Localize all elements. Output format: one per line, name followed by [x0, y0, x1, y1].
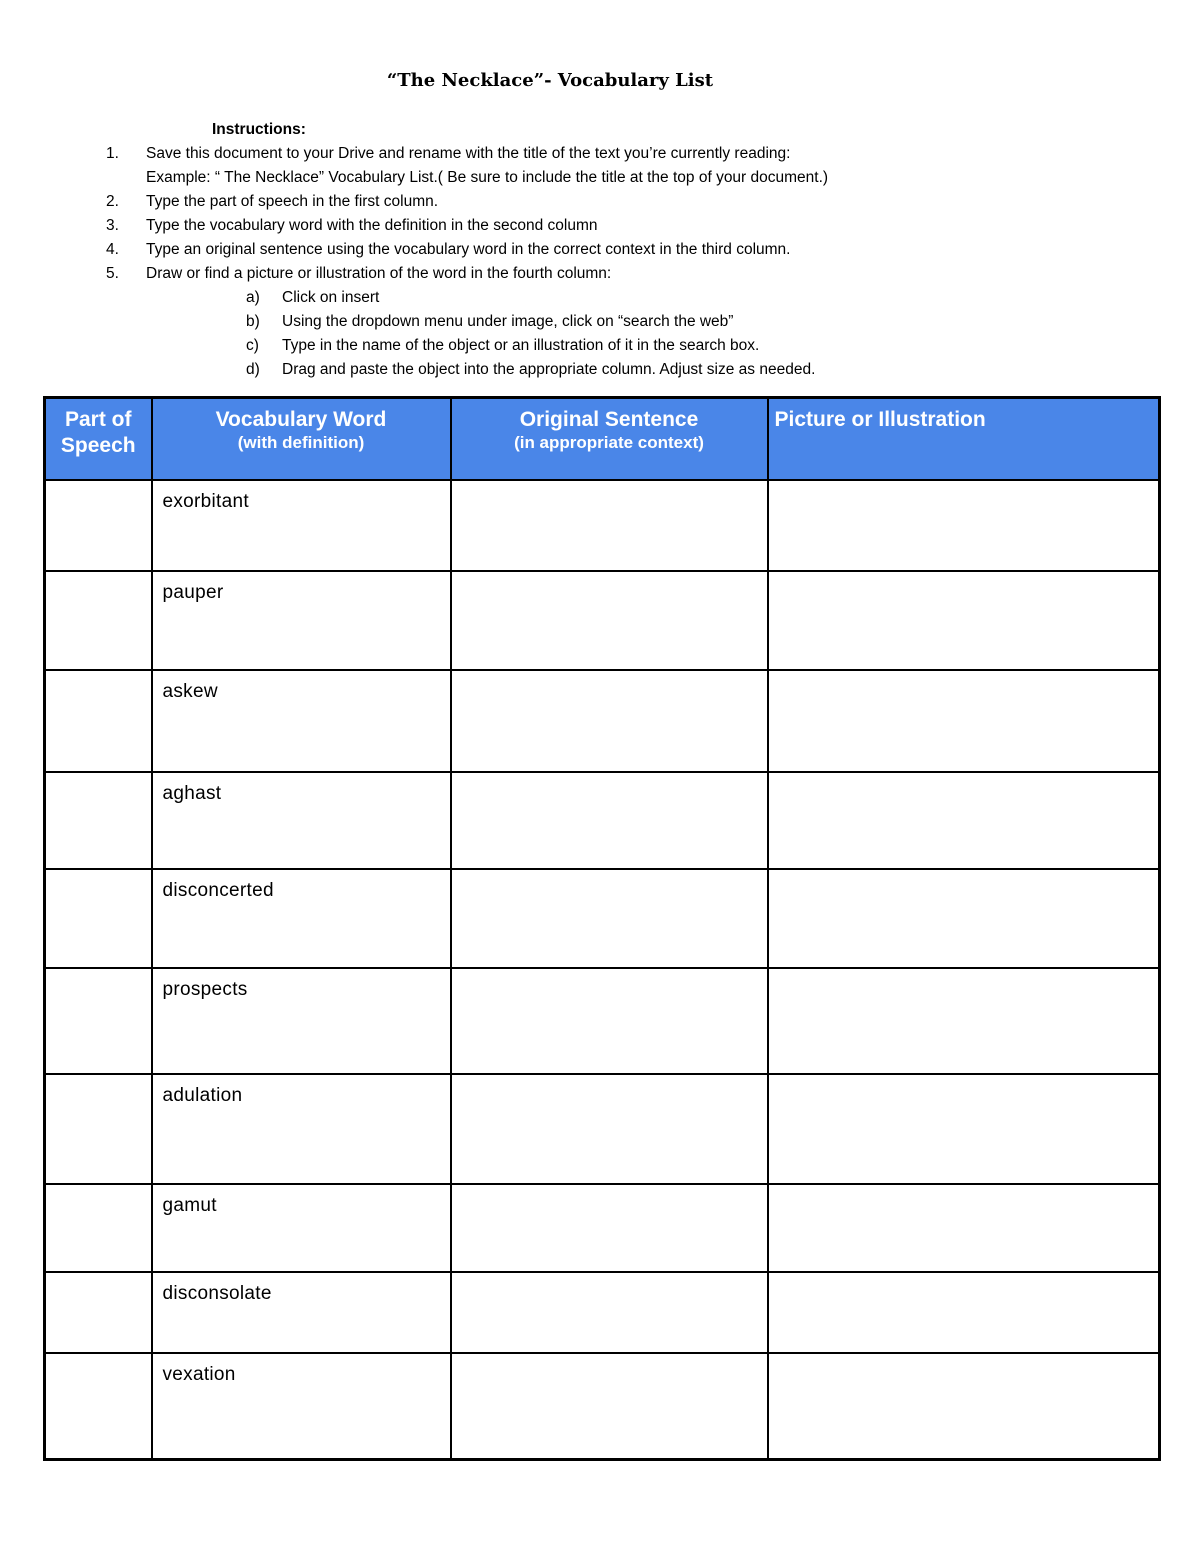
picture-cell[interactable] [768, 1272, 1160, 1353]
vocabulary-word-cell[interactable]: aghast [152, 772, 451, 869]
header-subtitle: (in appropriate context) [514, 433, 704, 452]
step-number: 2. [106, 193, 119, 210]
instruction-substep-b [246, 310, 1100, 334]
header-original-sentence: Original Sentence (in appropriate context) [451, 398, 768, 481]
part-of-speech-cell[interactable] [45, 670, 152, 772]
table-row [45, 772, 1160, 869]
substep-letter: b) [246, 313, 260, 330]
vocabulary-table [43, 396, 1161, 1461]
header-part-of-speech: Part of Speech [45, 398, 152, 481]
step-number: 4. [106, 241, 119, 258]
substep-text: Click on insert [282, 289, 380, 306]
vocabulary-word-cell[interactable]: vexation [152, 1353, 451, 1459]
instruction-step-1 [100, 142, 1100, 190]
substep-letter: c) [246, 337, 259, 354]
instructions-heading: Instructions: [212, 121, 306, 138]
vocabulary-word-cell[interactable]: pauper [152, 571, 451, 670]
picture-cell[interactable] [768, 670, 1160, 772]
instruction-step-2 [100, 190, 1100, 214]
vocabulary-word-cell[interactable]: gamut [152, 1184, 451, 1272]
table-row [45, 480, 1160, 571]
table-row [45, 1353, 1160, 1459]
substep-text: Using the dropdown menu under image, click on “search the web” [282, 313, 734, 330]
header-picture-or-illustration: Picture or Illustration [768, 398, 1160, 481]
part-of-speech-cell[interactable] [45, 772, 152, 869]
vocabulary-word-cell[interactable]: askew [152, 670, 451, 772]
picture-cell[interactable] [768, 480, 1160, 571]
part-of-speech-cell[interactable] [45, 1184, 152, 1272]
header-vocabulary-word: Vocabulary Word (with definition) [152, 398, 451, 481]
step-number: 1. [106, 145, 119, 162]
document-title: “The Necklace”- Vocabulary List [386, 70, 714, 91]
table-row [45, 869, 1160, 968]
substep-letter: a) [246, 289, 260, 306]
step-text: Draw or find a picture or illustration of the word in the fourth column: [146, 265, 612, 282]
part-of-speech-cell[interactable] [45, 571, 152, 670]
original-sentence-cell[interactable] [451, 869, 768, 968]
substep-letter: d) [246, 361, 260, 378]
step-number: 5. [106, 265, 119, 282]
original-sentence-cell[interactable] [451, 571, 768, 670]
step-text: Save this document to your Drive and rename with the title of the text you’re currently reading: [146, 145, 791, 162]
picture-cell[interactable] [768, 1074, 1160, 1184]
instruction-step-4 [100, 238, 1100, 262]
picture-cell[interactable] [768, 571, 1160, 670]
step-example: Example: “ The Necklace” Vocabulary List.( Be sure to include the title at the top of your document.) [146, 169, 829, 186]
original-sentence-cell[interactable] [451, 772, 768, 869]
table-row [45, 670, 1160, 772]
table-header-row [45, 398, 1160, 481]
vocabulary-word-cell[interactable]: disconcerted [152, 869, 451, 968]
picture-cell[interactable] [768, 1184, 1160, 1272]
vocabulary-word-cell[interactable]: prospects [152, 968, 451, 1074]
picture-cell[interactable] [768, 968, 1160, 1074]
step-text: Type the part of speech in the first column. [146, 193, 439, 210]
original-sentence-cell[interactable] [451, 1353, 768, 1459]
instruction-substep-a [246, 286, 1100, 310]
step-text: Type an original sentence using the vocabulary word in the correct context in the third column. [146, 241, 791, 258]
step-number: 3. [106, 217, 119, 234]
substep-text: Drag and paste the object into the appropriate column. Adjust size as needed. [282, 361, 816, 378]
part-of-speech-cell[interactable] [45, 1272, 152, 1353]
part-of-speech-cell[interactable] [45, 1353, 152, 1459]
original-sentence-cell[interactable] [451, 1184, 768, 1272]
original-sentence-cell[interactable] [451, 670, 768, 772]
table-row [45, 1074, 1160, 1184]
original-sentence-cell[interactable] [451, 1074, 768, 1184]
original-sentence-cell[interactable] [451, 1272, 768, 1353]
instructions-block [100, 118, 1100, 382]
part-of-speech-cell[interactable] [45, 968, 152, 1074]
picture-cell[interactable] [768, 869, 1160, 968]
part-of-speech-cell[interactable] [45, 480, 152, 571]
table-row [45, 571, 1160, 670]
vocabulary-word-cell[interactable]: disconsolate [152, 1272, 451, 1353]
step-text: Type the vocabulary word with the definition in the second column [146, 217, 598, 234]
original-sentence-cell[interactable] [451, 480, 768, 571]
part-of-speech-cell[interactable] [45, 1074, 152, 1184]
header-subtitle: (with definition) [237, 433, 365, 452]
vocabulary-word-cell[interactable]: exorbitant [152, 480, 451, 571]
part-of-speech-cell[interactable] [45, 869, 152, 968]
substep-text: Type in the name of the object or an illustration of it in the search box. [282, 337, 760, 354]
instruction-substep-c [246, 334, 1100, 358]
table-row [45, 1272, 1160, 1353]
instruction-substep-d [246, 358, 1100, 382]
table-row [45, 968, 1160, 1074]
picture-cell[interactable] [768, 772, 1160, 869]
vocabulary-word-cell[interactable]: adulation [152, 1074, 451, 1184]
instruction-step-3 [100, 214, 1100, 238]
picture-cell[interactable] [768, 1353, 1160, 1459]
instruction-step-5 [100, 262, 1100, 286]
table-row [45, 1184, 1160, 1272]
original-sentence-cell[interactable] [451, 968, 768, 1074]
